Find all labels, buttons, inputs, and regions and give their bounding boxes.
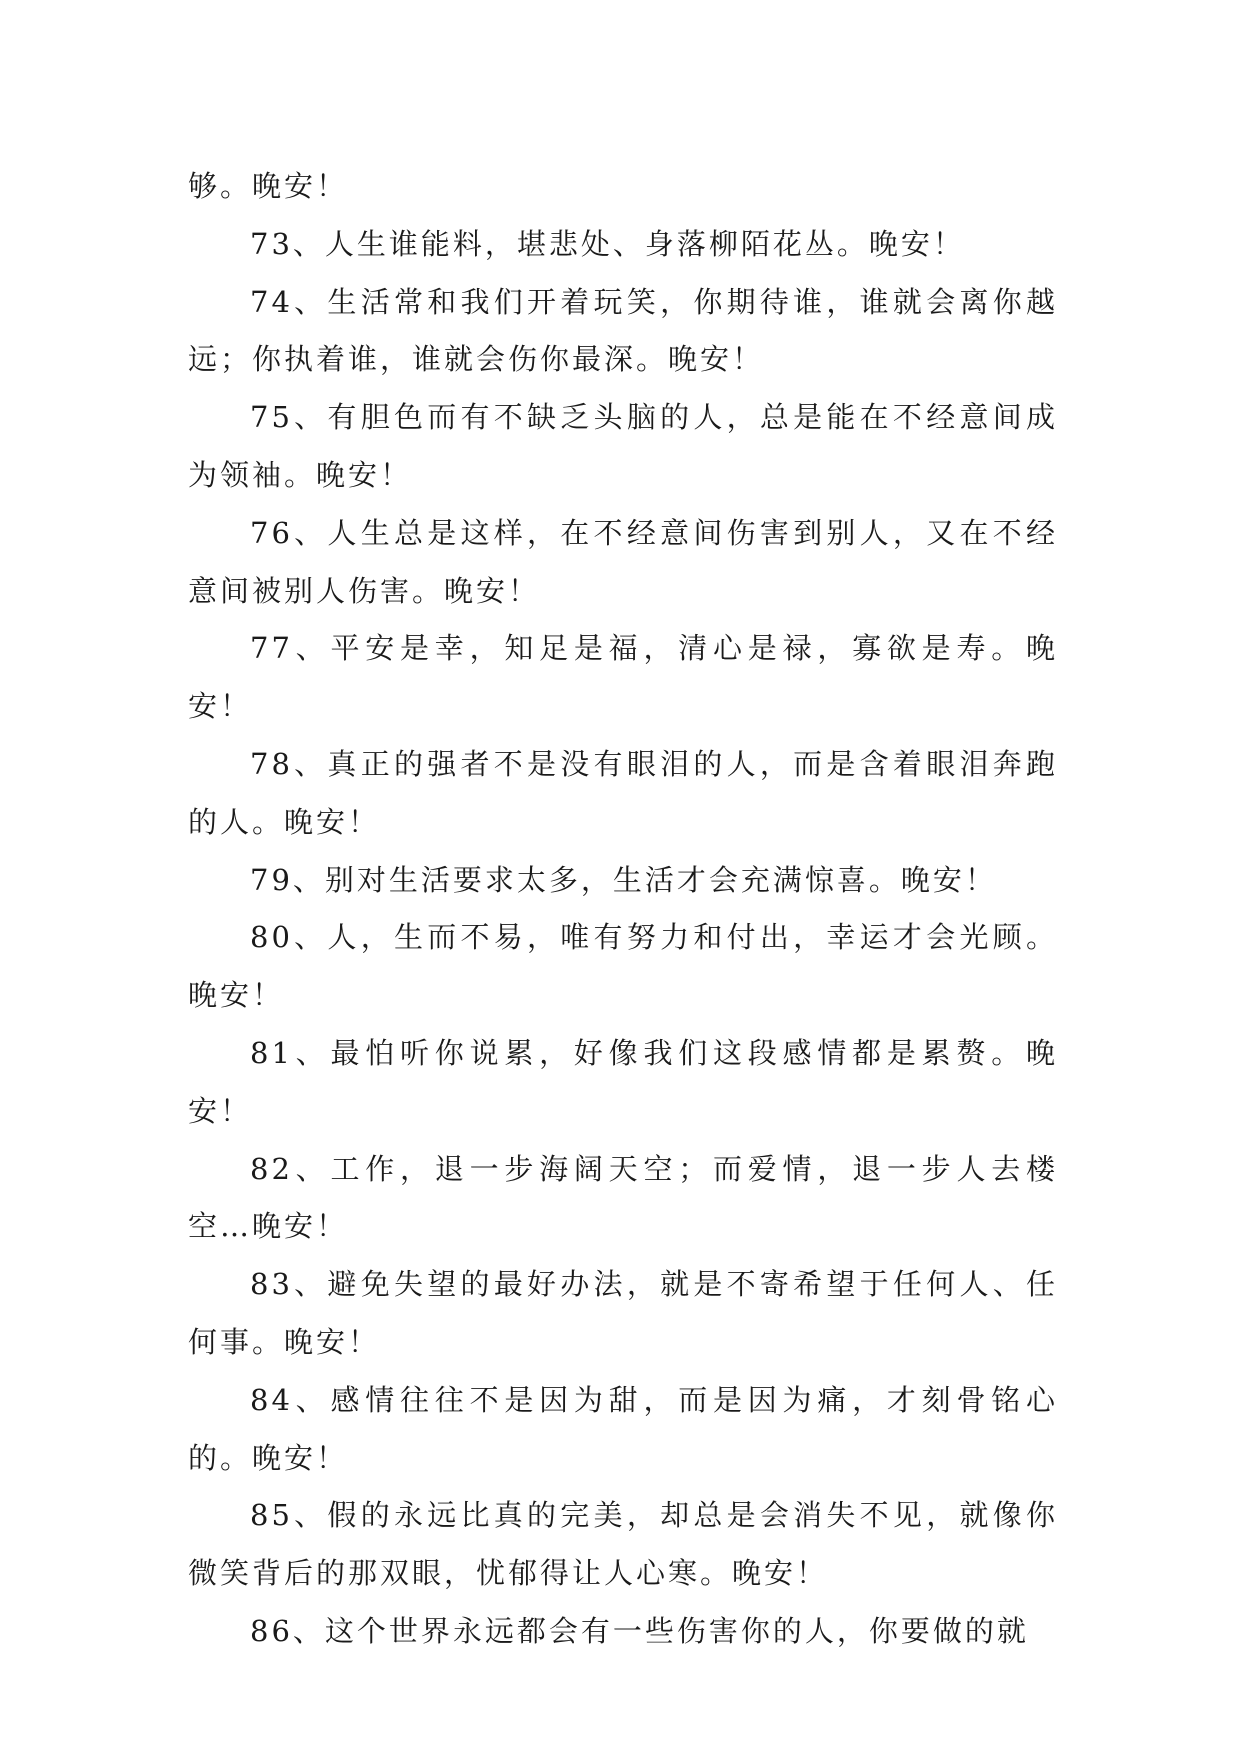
paragraph-79: 79、别对生活要求太多，生活才会充满惊喜。晚安！ [250,862,997,897]
paragraph-86: 86、这个世界永远都会有一些伤害你的人，你要做的就 [250,1613,1029,1648]
paragraph-82: 82、工作，退一步海阔天空；而爱情，退一步人去楼空…晚安！ [188,1151,1058,1244]
paragraph-80: 80、人，生而不易，唯有努力和付出，幸运才会光顾。晚安！ [188,920,1058,1013]
paragraph-78: 78、真正的强者不是没有眼泪的人，而是含着眼泪奔跑的人。晚安！ [188,746,1058,839]
paragraph-75: 75、有胆色而有不缺乏头脑的人，总是能在不经意间成为领袖。晚安！ [188,400,1058,492]
paragraph-81: 81、最怕听你说累，好像我们这段感情都是累赘。晚安！ [188,1035,1058,1128]
paragraph-74: 74、生活常和我们开着玩笑，你期待谁，谁就会离你越远；你执着谁，谁就会伤你最深。晚安！ [188,284,1058,377]
paragraph-85: 85、假的永远比真的完美，却总是会消失不见，就像你微笑背后的那双眼，忧郁得让人心寒。晚安！ [188,1498,1058,1591]
paragraph-continuation: 够。晚安！ [188,169,349,203]
paragraph-73: 73、人生谁能料，堪悲处、身落柳陌花丛。晚安！ [250,226,965,261]
paragraph-76: 76、人生总是这样，在不经意间伤害到别人，又在不经意间被别人伤害。晚安！ [188,515,1058,608]
paragraph-83: 83、避免失望的最好办法，就是不寄希望于任何人、任何事。晚安！ [188,1267,1058,1359]
document-body [188,158,1058,1661]
paragraph-84: 84、感情往往不是因为甜，而是因为痛，才刻骨铭心的。晚安！ [188,1382,1058,1475]
paragraph-77: 77、平安是幸，知足是福，清心是禄，寡欲是寿。晚安！ [188,631,1058,724]
